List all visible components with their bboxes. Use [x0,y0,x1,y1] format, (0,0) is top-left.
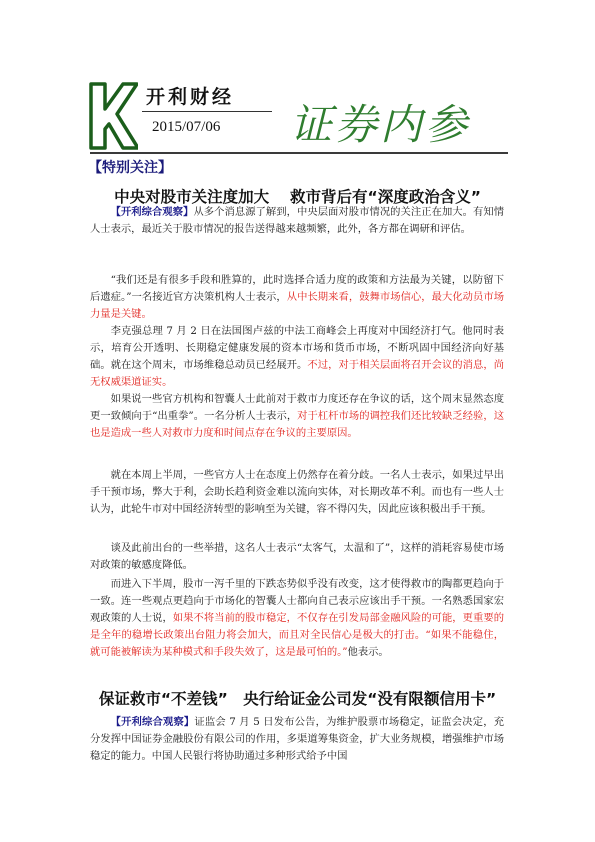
paragraph-text: 他表示。 [347,646,389,658]
report-date: 2015/07/06 [152,119,221,135]
highlighted-text: 对于杠杆市场的调控我们还比较缺乏经验，这也是造成一些人对救市力度和时间点存在争议的主要原因。 [90,410,505,439]
paragraph-text: 就在本周上半周，一些官方人士在态度上仍然存在着分歧。一名人士表示，如果过早出手干预市场，弊大于利，会助长趋利资金难以流向实体，对长期改革不利。而也有一些人士认为，此轮牛市对中国经济转型的影响至为关键，容不得闪失，因此应该积极出手干预。 [90,469,504,515]
publication-title: 证券内参 [290,100,471,149]
article1-paragraph-7 [90,576,504,661]
article2-title: 保证救市“不差钱” 央行给证金公司发“没有限额信用卡” [98,690,497,708]
brand-name: 开利财经 [146,86,235,108]
kaili-k-logo-icon [88,82,138,150]
article1-paragraph-3 [90,323,504,391]
highlighted-text: 如果不将当前的股市稳定，不仅存在引发局部金融风险的可能，更重要的是全年的稳增长政策出台阻力将会加大，而且对全民信心是极大的打击。“如果不能稳住，就可能被解读为某种模式和手段失效了，这是最可怕的。” [90,612,505,658]
article1-paragraph-1 [90,204,504,238]
paragraph-text: 而进入下半周，股市一泻千里的下跌态势似乎没有改变，这才使得救市的陶都更趋向于一致。连一些观点更趋向于市场化的智囊人士都向自己表示应该出手干预。一名熟悉国家宏观政策的人士说， [90,578,504,624]
paragraph-text: 从多个消息源了解到，中央层面对股市情况的关注正在加大。有知情人士表示，最近关于股市情况的报告送得越来越频繁，此外，各方都在调研和评估。 [90,206,505,235]
article1-paragraph-6 [90,540,504,574]
header-rule [90,152,508,154]
paragraph-text: 证监会 7 月 5 日发布公告，为维护股票市场稳定，证监会决定，充分发挥中国证券金融股份有限公司的作用，多渠道筹集资金，扩大业务规模，增强维护市场稳定的能力。中国人民银行将协助通过多种形式给予中国 [90,716,504,762]
paragraph-text: “我们还是有很多手段和胜算的，此时选择合适力度的政策和方法最为关键，以防留下后遗症。”一名接近官方决策机构人士表示， [90,274,504,303]
article1-paragraph-4 [90,391,504,442]
article1-paragraph-5 [90,467,504,518]
source-tag: 【开利综合观察】 [110,716,195,728]
source-tag: 【开利综合观察】 [110,206,194,218]
section-label: 【特别关注】 [88,160,172,176]
highlighted-text: 从中长期来看，鼓舞市场信心，最大化动员市场力量是关键。 [90,291,504,320]
article1-paragraph-2 [90,272,504,323]
paragraph-text: 谈及此前出台的一些举措，这名人士表示“太客气，太温和了”，这样的消耗容易使市场对政策的敏感度降低。 [90,542,504,571]
header-underline [142,111,272,112]
article1-title: 中央对股市关注度加大 救市背后有“深度政治含义” [114,188,481,206]
article2-paragraph-1 [90,714,504,765]
paragraph-text: 李克强总理 7 月 2 日在法国图卢兹的中法工商峰会上再度对中国经济打气。他同时表示，培育公开透明、长期稳定健康发展的资本市场和货币市场，不断巩固中国经济向好基础。就在这个周末，市场维稳总动员已经展开。 [90,325,504,371]
paragraph-text: 如果说一些官方机构和智囊人士此前对于救市力度还存在争议的话，这个周末显然态度更一致倾向于“出重拳”。一名分析人士表示， [90,393,504,422]
highlighted-text: 不过，对于相关层面将召开会议的消息，尚无权威渠道证实。 [90,359,505,388]
